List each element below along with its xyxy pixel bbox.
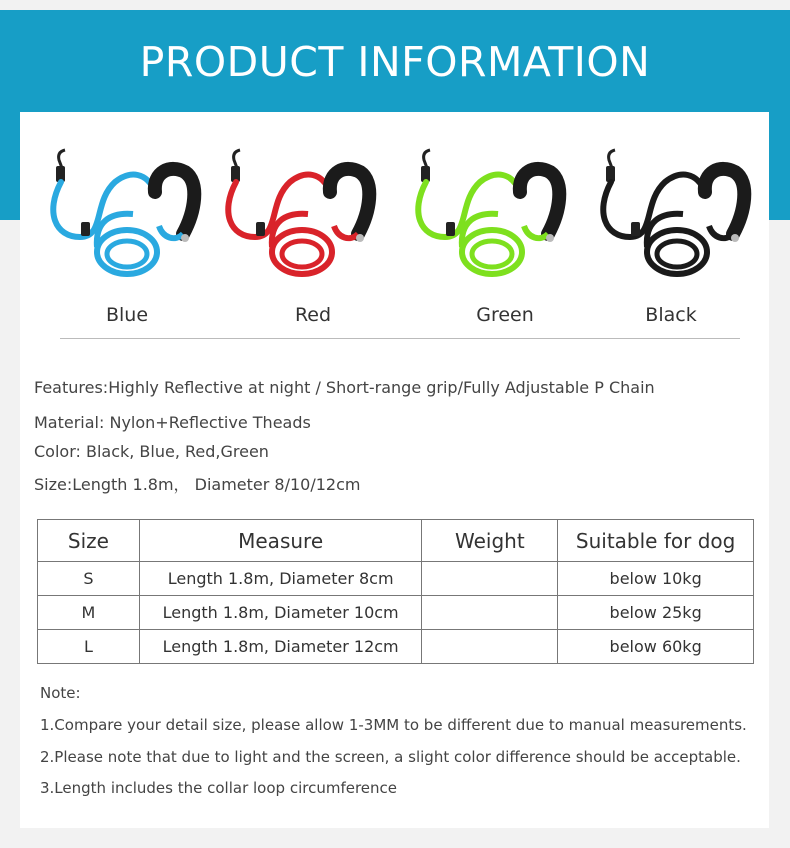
color-label-green: Green [476, 304, 534, 326]
spec-material: Material: Nylon+Reflective Theads [34, 413, 311, 432]
note-item-3: 3.Length includes the collar loop circumference [40, 779, 398, 797]
color-label-blue: Blue [105, 304, 149, 326]
spec-size: Size:Length 1.8m， Diameter 8/10/12cm [34, 475, 361, 494]
color-label-red: Red [294, 304, 332, 326]
table-row [38, 596, 754, 630]
spec-color: Color: Black, Blue, Red,Green [34, 442, 269, 461]
cell-weight [422, 596, 558, 630]
cell-size: M [38, 596, 140, 630]
cell-suitable: below 25kg [558, 596, 754, 630]
note-item-2: 2.Please note that due to light and the screen, a slight color difference should be acceptable. [40, 748, 741, 766]
spec-features: Features:Highly Reflective at night / Short-range grip/Fully Adjustable P Chain [34, 378, 655, 397]
green-leash-icon [400, 142, 575, 292]
header-weight: Weight [422, 520, 558, 562]
blue-leash-icon [35, 142, 210, 292]
cell-suitable: below 10kg [558, 562, 754, 596]
cell-measure: Length 1.8m, Diameter 8cm [139, 562, 422, 596]
color-label-black: Black [645, 304, 697, 326]
header-suitable: Suitable for dog [558, 520, 754, 562]
table-row [38, 562, 754, 596]
cell-size: S [38, 562, 140, 596]
cell-weight [422, 630, 558, 664]
note-title: Note: [40, 684, 81, 702]
table-row [38, 630, 754, 664]
cell-weight [422, 562, 558, 596]
divider [60, 338, 740, 339]
cell-suitable: below 60kg [558, 630, 754, 664]
header-size: Size [38, 520, 140, 562]
size-table [37, 519, 754, 664]
page-title: PRODUCT INFORMATION [139, 38, 651, 86]
header-measure: Measure [139, 520, 422, 562]
cell-measure: Length 1.8m, Diameter 12cm [139, 630, 422, 664]
red-leash-icon [210, 142, 385, 292]
table-header-row [38, 520, 754, 562]
black-leash-icon [585, 142, 760, 292]
note-item-1: 1.Compare your detail size, please allow 1-3MM to be different due to manual measurements. [40, 716, 747, 734]
cell-size: L [38, 630, 140, 664]
cell-measure: Length 1.8m, Diameter 10cm [139, 596, 422, 630]
